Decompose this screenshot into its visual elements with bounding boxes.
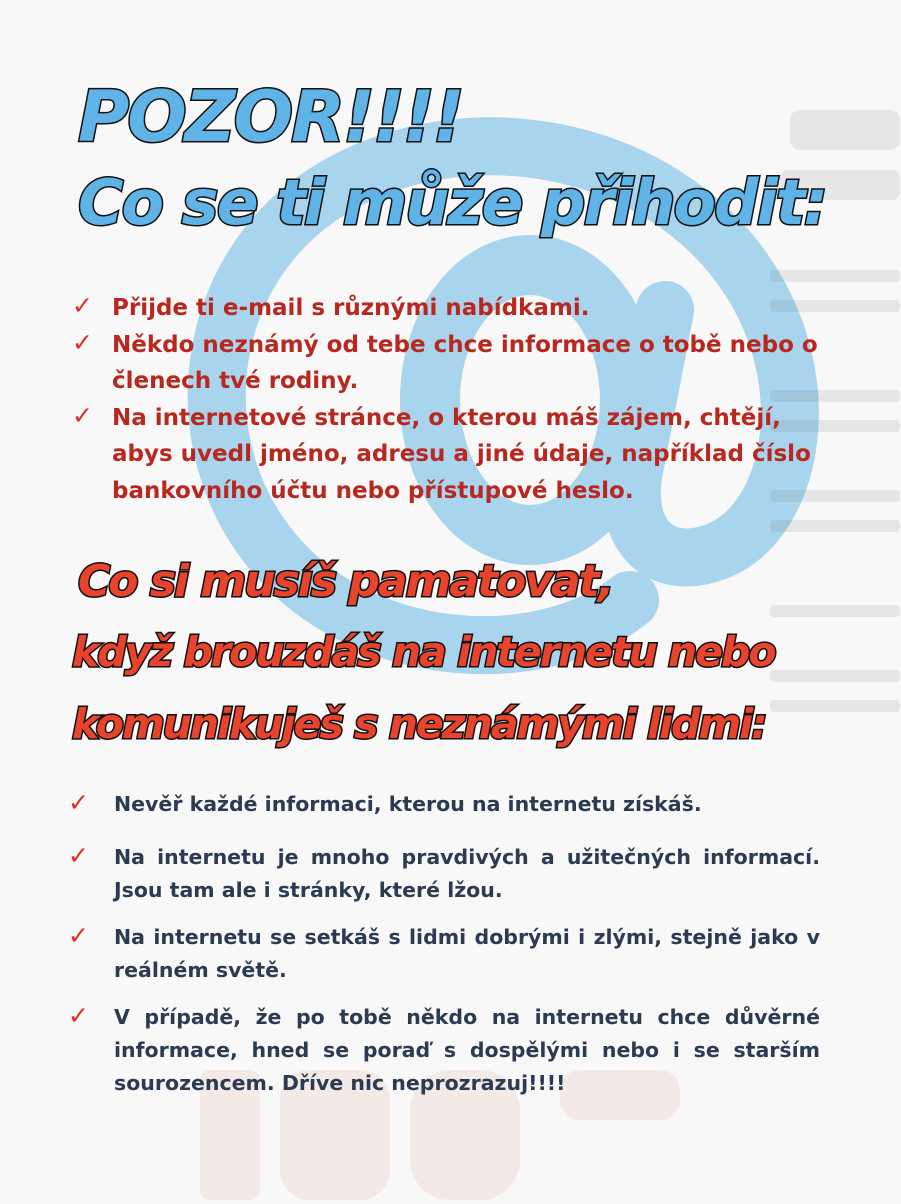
warning-text: Na internetové stránce, o kterou máš zájem, chtějí, abys uvedl jméno, adresu a jiné údaje, například číslo bankovního účtu nebo přístupové heslo. — [112, 404, 811, 504]
check-mark-icon: ✓ — [72, 291, 93, 320]
warnings-list — [72, 290, 824, 509]
check-mark-icon: ✓ — [72, 327, 93, 357]
headline-what-can-happen: Co se ti může přihodit: — [78, 166, 827, 239]
warning-text: Někdo neznámý od tebe chce informace o tobě nebo o členech tvé rodiny. — [112, 331, 818, 394]
check-mark-icon: ✓ — [68, 1001, 89, 1030]
check-mark-icon: ✓ — [68, 841, 89, 870]
headline-remember-1: Co si musíš pamatovat, — [78, 556, 613, 607]
check-mark-icon: ✓ — [68, 921, 89, 950]
warning-text: Přijde ti e-mail s různými nabídkami. — [112, 295, 590, 321]
tip-text: Na internetu se setkáš s lidmi dobrými i zlými, stejně jako v reálném světě. — [114, 925, 820, 982]
list-item — [72, 400, 824, 510]
list-item — [68, 841, 820, 907]
headline-warning: POZOR!!!! — [78, 76, 463, 158]
headline-remember-3: komunikuješ s neznámými lidmi: — [72, 700, 766, 748]
check-mark-icon: ✓ — [68, 788, 89, 817]
tip-text: Na internetu je mnoho pravdivých a užitečných informací. Jsou tam ale i stránky, které lžou. — [114, 845, 820, 902]
list-item — [72, 327, 824, 400]
list-item — [72, 290, 824, 327]
check-mark-icon: ✓ — [72, 400, 93, 430]
list-item — [68, 1001, 820, 1100]
tip-text: V případě, že po tobě někdo na internetu chce důvěrné informace, hned se poraď s dospělými nebo i se starším sourozencem. Dříve nic neprozrazuj!!!! — [114, 1005, 820, 1095]
list-item — [68, 921, 820, 987]
tips-list — [68, 788, 820, 1114]
headline-remember-2: když brouzdáš na internetu nebo — [72, 628, 775, 676]
list-item — [68, 788, 820, 821]
tip-text: Nevěř každé informaci, kterou na internetu získáš. — [114, 792, 702, 816]
